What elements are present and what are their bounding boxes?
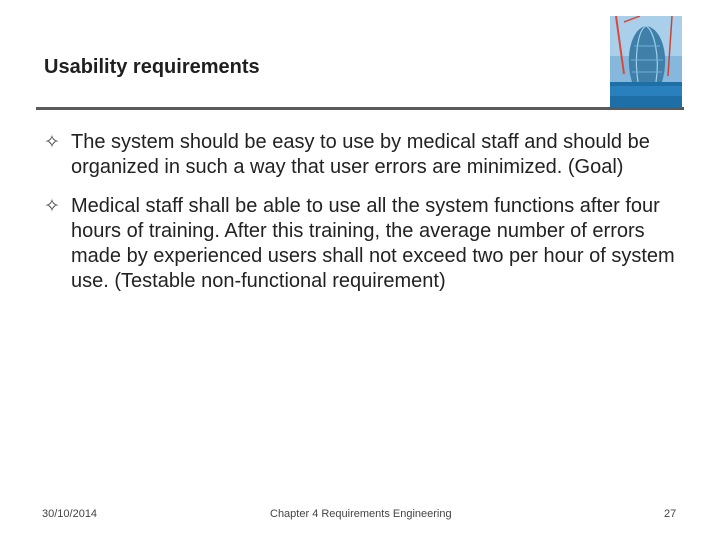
book-cover-graphic (610, 16, 682, 108)
footer-page-number: 27 (664, 508, 677, 520)
book-cover-image (610, 16, 682, 108)
footer-chapter: Chapter 4 Requirements Engineering (270, 508, 452, 520)
bullet-item (44, 194, 684, 294)
star-bullet-icon: ✧ (44, 131, 60, 153)
bullet-list (44, 130, 684, 308)
title-divider (36, 107, 684, 110)
bullet-text: Medical staff shall be able to use all the system functions after four hours of training. After this training, the average number of errors made by experienced users shall not exceed two per hour of system use. (Testable non-functional requirement) (71, 195, 675, 292)
slide-title: Usability requirements (44, 56, 260, 78)
footer-date: 30/10/2014 (42, 508, 98, 520)
star-bullet-icon: ✧ (44, 195, 60, 217)
bullet-text: The system should be easy to use by medical staff and should be organized in such a way that user errors are minimized. (Goal) (71, 131, 650, 178)
bullet-item (44, 130, 684, 180)
